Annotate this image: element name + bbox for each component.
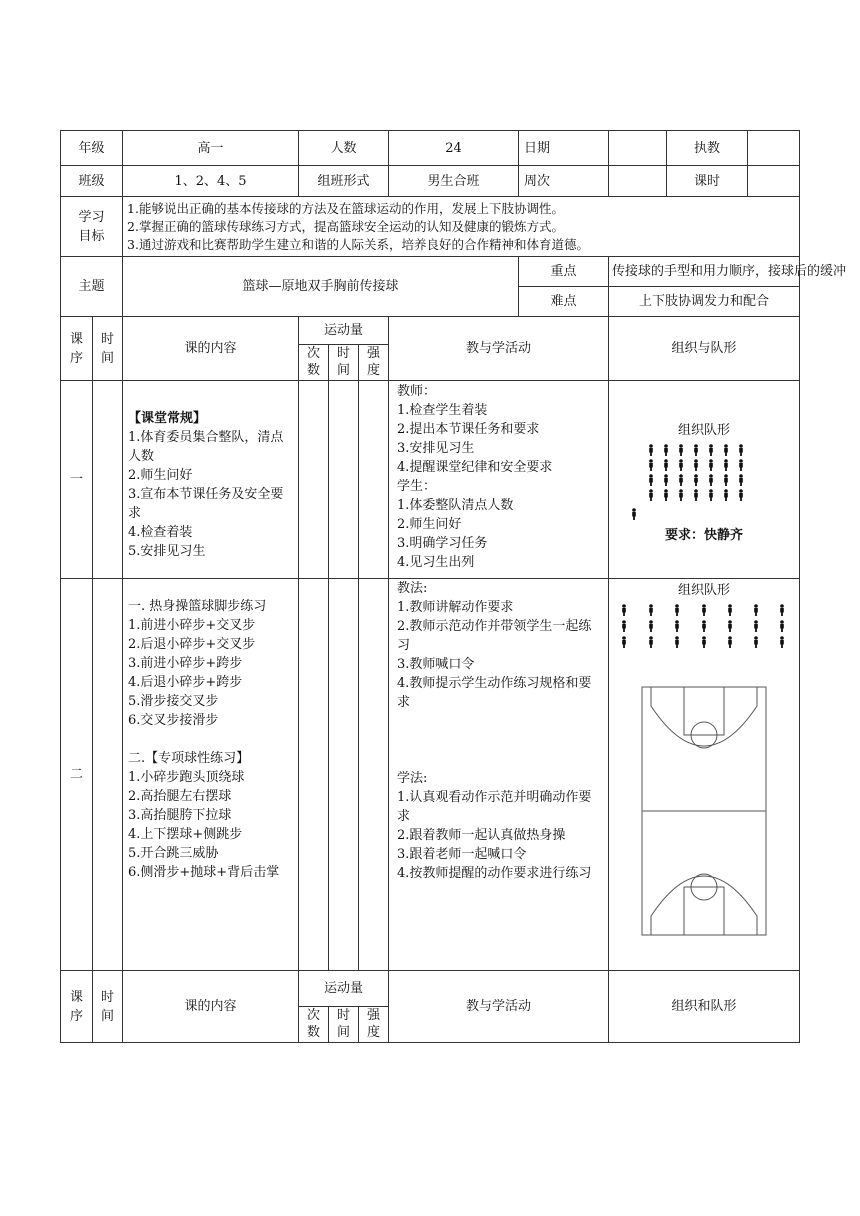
person-icon [739,444,743,456]
person-icon [780,604,784,616]
section2-formation [609,579,800,971]
col-order: 课序 [61,971,93,1043]
section1-requirement: 要求：快静齐 [665,528,744,543]
col-order: 课序 [61,317,93,381]
formation-diagram [614,442,794,520]
person-icon [649,474,653,486]
section1-reps [299,381,329,579]
person-icon [724,459,728,471]
col-time: 时间 [93,317,123,381]
col-organization: 组织和队形 [609,971,800,1043]
key-label: 重点 [519,257,609,287]
person-icon [622,636,626,648]
person-icon [622,620,626,632]
person-icon [664,444,668,456]
section2-formation-title: 组织队形 [678,583,731,598]
col-intensity: 强度 [359,1007,389,1043]
col-load: 运动量 [299,971,389,1007]
person-icon [724,474,728,486]
objective-item: 2.掌握正确的篮球传球练习方式，提高篮球安全运动的认知及健康的锻炼方式。 [127,218,564,234]
section1-intensity [359,381,389,579]
person-icon [754,604,758,616]
person-icon [739,459,743,471]
col-activity: 教与学活动 [389,317,609,381]
grade-value: 高一 [123,131,299,166]
col-reps: 次数 [299,1007,329,1043]
section2-time [93,579,123,971]
person-icon [694,474,698,486]
person-icon [739,489,743,501]
formation-diagram [614,600,794,662]
person-icon [694,459,698,471]
person-icon [664,489,668,501]
person-icon [728,620,732,632]
col-activity: 教与学活动 [389,971,609,1043]
section1-content-title: 【课堂常规】 [128,410,207,426]
person-icon [702,604,706,616]
section2-duration [329,579,359,971]
person-icon [649,636,653,648]
person-icon [754,620,758,632]
objective-item: 3.通过游戏和比赛帮助学生建立和谐的人际关系，培养良好的合作精神和体育道德。 [127,236,589,252]
person-icon [649,444,653,456]
lesson-plan-table [60,130,847,1043]
class-value: 1、2、4、5 [123,166,299,197]
court-key-bottom [684,887,724,935]
col-reps: 次数 [299,345,329,381]
topic-label: 主题 [61,257,123,317]
section2-part1-title: 一. 热身操篮球脚步练习 [128,599,267,614]
person-icon [649,620,653,632]
count-value: 24 [389,131,519,166]
person-icon [724,444,728,456]
person-icon [709,444,713,456]
person-icon [679,489,683,501]
col-content: 课的内容 [123,317,299,381]
section1-formation-title: 组织队形 [678,423,731,438]
topic-value: 篮球—原地双手胸前传接球 [123,257,519,317]
person-icon [679,459,683,471]
diff-label: 难点 [519,287,609,317]
person-icon [694,489,698,501]
objectives-label: 学习目标 [61,197,123,257]
section1-time [93,381,123,579]
person-icon [649,459,653,471]
date-value [609,131,667,166]
period-label: 课时 [667,166,748,197]
court-three-point-bottom [651,876,757,935]
class-label: 班级 [61,166,123,197]
col-time: 时间 [93,971,123,1043]
form-label: 组班形式 [299,166,389,197]
section2-reps [299,579,329,971]
court-three-point-top [651,687,757,746]
section1-order: 一 [61,381,93,579]
person-icon [649,489,653,501]
section1-content: 【课堂常规】 1.体育委员集合整队，清点人数 2.师生问好 3.宣布本节课任务及安全要求 4.检查着装 5.安排见习生 [123,381,299,579]
week-label: 周次 [519,166,609,197]
person-icon [780,620,784,632]
section2-intensity [359,579,389,971]
person-icon [709,489,713,501]
section1-formation [609,381,800,579]
section1-duration [329,381,359,579]
person-icon [632,508,636,520]
court-key-top [684,687,724,735]
person-icon [679,474,683,486]
person-icon [739,474,743,486]
person-icon [664,459,668,471]
col-duration: 时间 [329,1007,359,1043]
section2-content: 一. 热身操篮球脚步练习 1.前进小碎步+交叉步 2.后退小碎步+交叉步 3.前进小碎步+跨步 4.后退小碎步+跨步 5.滑步接交叉步 6.交叉步接滑步 二.【专项球性练习】 1.小碎步跑头顶绕球 2.高抬腿左右摆球 3.高抬腿胯下拉球 4.上下摆球+侧跳步 5.开合跳三威胁 6.侧滑步+抛球+背后击掌 [123,579,299,971]
person-icon [675,636,679,648]
basketball-court-diagram [641,686,767,936]
teacher-value [748,131,800,166]
person-icon [709,459,713,471]
count-label: 人数 [299,131,389,166]
diff-value: 上下肢协调发力和配合 [609,287,800,317]
person-icon [728,604,732,616]
col-content: 课的内容 [123,971,299,1043]
week-value [609,166,667,197]
person-icon [679,444,683,456]
person-icon [702,620,706,632]
person-icon [675,604,679,616]
section2-part2-title: 二.【专项球性练习】 [128,751,250,766]
form-value: 男生合班 [389,166,519,197]
col-intensity: 强度 [359,345,389,381]
person-icon [694,444,698,456]
grade-label: 年级 [61,131,123,166]
person-icon [622,604,626,616]
person-icon [664,474,668,486]
person-icon [702,636,706,648]
key-value: 传接球的手型和用力顺序，接球后的缓冲 [609,257,800,287]
person-icon [675,620,679,632]
teacher-label: 执教 [667,131,748,166]
col-organization: 组织与队形 [609,317,800,381]
person-icon [728,636,732,648]
period-value [748,166,800,197]
section2-activity: 教法: 1.教师讲解动作要求 2.教师示范动作并带领学生一起练习 3.教师喊口令 4.教师提示学生动作练习规格和要求 学法: 1.认真观看动作示范并明确动作要求 2.跟着教师一起认真做热身操 3.跟着老师一起喊口令 4.按教师提醒的动作要求进行练习 [389,579,609,971]
objective-item: 1.能够说出正确的基本传接球的方法及在篮球运动的作用，发展上下肢协调性。 [127,200,564,216]
col-load: 运动量 [299,317,389,345]
person-icon [780,636,784,648]
objectives-list [123,197,800,257]
date-label: 日期 [519,131,609,166]
section2-order: 二 [61,579,93,971]
person-icon [709,474,713,486]
person-icon [754,636,758,648]
section1-activity: 教师： 1.检查学生着装 2.提出本节课任务和要求 3.安排见习生 4.提醒课堂纪律和安全要求 学生： 1.体委整队清点人数 2.师生问好 3.明确学习任务 4.见习生出列 [389,381,609,579]
person-icon [724,489,728,501]
col-duration: 时间 [329,345,359,381]
person-icon [649,604,653,616]
